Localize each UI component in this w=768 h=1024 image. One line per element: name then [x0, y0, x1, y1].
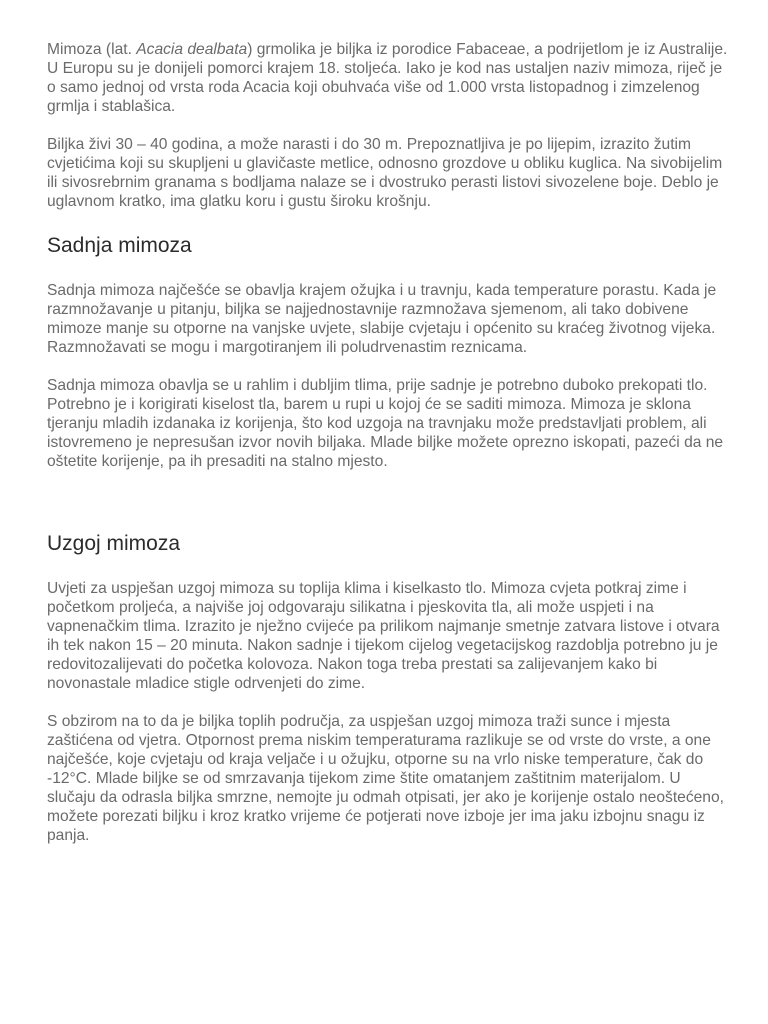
- heading-sadnja: Sadnja mimoza: [47, 234, 192, 257]
- sadnja-paragraph-2: Sadnja mimoza obavlja se u rahlim i dubljim tlima, prije sadnje je potrebno duboko prekopati tlo. Potrebno je i korigirati kiselost tla, barem u rupi u kojoj će se saditi mimoza. Mimoza je sklona tjeranju mladih izdanaka iz korijenja, što kod uzgoja na travnjaku može predstavljati problem, ali istovremeno je nepresušan izvor novih biljaka. Mlade biljke možete oprezno iskopati, pazeći da ne oštetite korijenje, pa ih presaditi na stalno mjesto.: [47, 377, 724, 470]
- uzgoj-paragraph-1: Uvjeti za uspješan uzgoj mimoza su toplija klima i kiselkasto tlo. Mimoza cvjeta potkraj zime i početkom proljeća, a najviše joj odgovaraju silikatna i pjeskovita tla, ali može uspjeti i na vapnenačkim tlima. Izrazito je nježno cvijeće pa prilikom najmanje smetnje zatvara listove i otvara ih tek nakon 15 – 20 minuta. Nakon sadnje i tijekom cijelog vegetacijskog razdoblja potrebno ju je redovitozalijevati do početka kolovoza. Nakon toga treba prestati sa zalijevanjem kako bi novonastale mladice stigle odrvenjeti do zime.: [47, 580, 720, 692]
- uzgoj-paragraph-2: S obzirom na to da je biljka toplih područja, za uspješan uzgoj mimoza traži sunce i mjesta zaštićena od vjetra. Otpornost prema niskim temperaturama razlikuje se od vrste do vrste, a one najčešće, koje cvjetaju od kraja veljače i u ožujku, otporne su na vrlo niske temperature, čak do -12°C. Mlade biljke se od smrzavanja tijekom zime štite omatanjem zaštitnim materijalom. U slučaju da odrasla biljka smrzne, nemojte ju odmah otpisati, jer ako je korijenje ostalo neoštećeno, možete porezati biljku i kroz kratko vrijeme će potjerati nove izboje jer ima jaku izbojnu snagu iz panja.: [47, 713, 724, 844]
- intro-text-start: Mimoza (lat.: [47, 41, 137, 58]
- intro-text-end: ) grmolika je biljka iz porodice Fabaceae, a podrijetlom je iz Australije. U Europu su je donijeli pomorci krajem 18. stoljeća. Iako je kod nas ustaljen naziv mimoza, riječ je o samo jednoj od vrsta roda Acacia koji obuhvaća više od 1.000 vrsta listopadnog i zimzelenog grmlja i stablašica.: [47, 41, 728, 115]
- latin-name: Acacia dealbata: [136, 41, 248, 58]
- sadnja-paragraph-1: Sadnja mimoza najčešće se obavlja krajem ožujka i u travnju, kada temperature porastu. Kada je razmnožavanje u pitanju, biljka se najjednostavnije razmnožava sjemenom, ali tako dobivene mimoze manje su otporne na vanjske uvjete, slabije cvjetaju i općenito su kraćeg životnog vijeka. Razmnožavati se mogu i margotiranjem ili poludrvenastim reznicama.: [47, 282, 717, 356]
- intro-paragraph-2: Biljka živi 30 – 40 godina, a može narasti i do 30 m. Prepoznatljiva je po lijepim, izrazito žutim cvjetićima koji su skupljeni u glavičaste metlice, odnosno grozdove u obliku kuglica. Na sivobijelim ili sivosrebrnim granama s bodljama nalaze se i dvostruko perasti listovi sivozelene boje. Deblo je uglavnom kratko, ima glatku koru i gustu široku krošnju.: [47, 136, 723, 210]
- intro-paragraph-1: [47, 40, 728, 116]
- heading-uzgoj: Uzgoj mimoza: [47, 532, 181, 555]
